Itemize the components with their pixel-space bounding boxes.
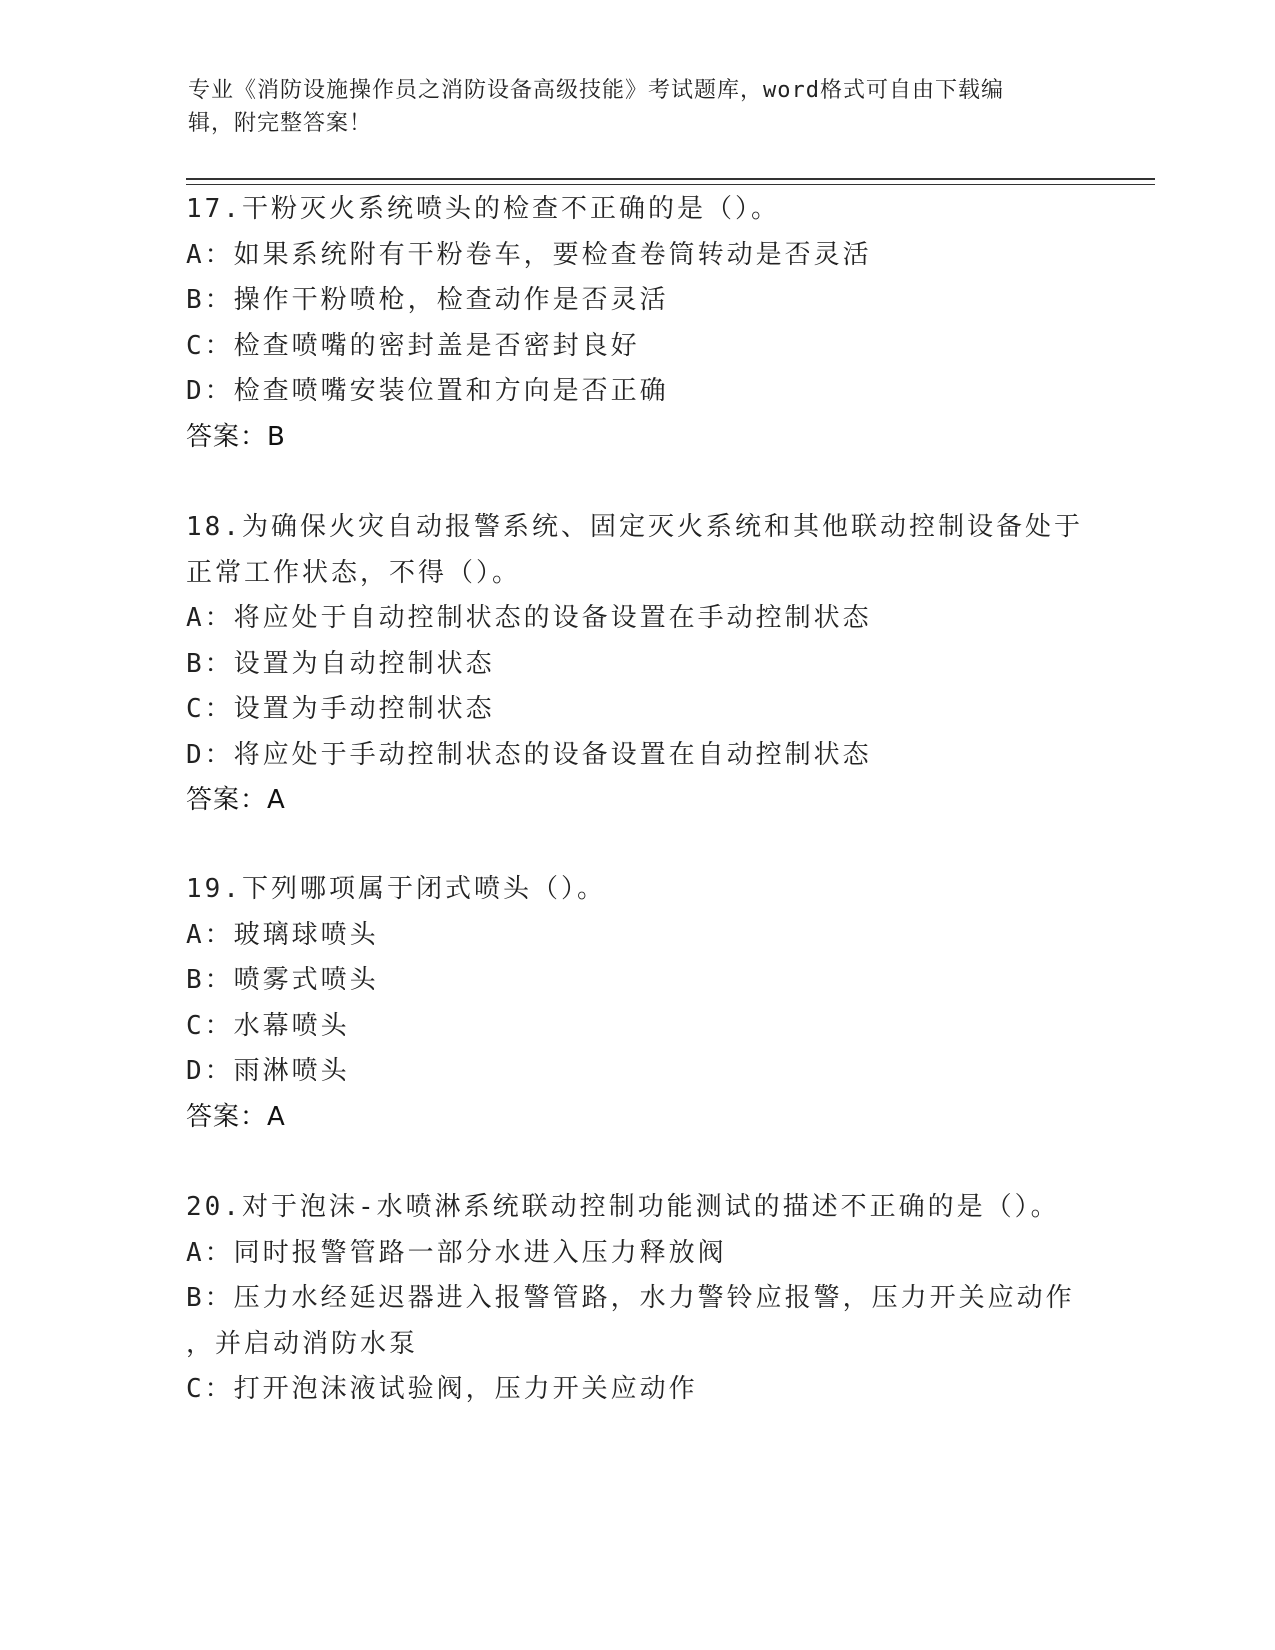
question-stem: 20.对于泡沫-水喷淋系统联动控制功能测试的描述不正确的是（）。 [186, 1192, 1060, 1222]
header-line-1: 专业《消防设施操作员之消防设备高级技能》考试题库，word格式可自由下载编 [188, 78, 1004, 103]
question-stem-continued: 正常工作状态，不得（）。 [186, 557, 522, 588]
header-line-2: 辑，附完整答案！ [188, 111, 373, 136]
option-c: C：检查喷嘴的密封盖是否密封良好 [186, 330, 640, 361]
option-a: A：玻璃球喷头 [186, 919, 379, 950]
option-a: A：如果系统附有干粉卷车，要检查卷筒转动是否灵活 [186, 239, 872, 270]
question-19 [186, 867, 1086, 1140]
question-stem: 19.下列哪项属于闭式喷头（）。 [186, 874, 606, 904]
header-divider-thick [186, 178, 1155, 180]
answer: 答案：A [186, 785, 286, 815]
answer: 答案：A [186, 1101, 286, 1132]
option-b-continued: ，并启动消防水泵 [186, 1328, 419, 1359]
option-b: B：设置为自动控制状态 [186, 648, 495, 679]
header-divider-thin [186, 184, 1155, 185]
document-header [188, 74, 1068, 140]
option-b: B：喷雾式喷头 [186, 965, 379, 995]
option-c: C：设置为手动控制状态 [186, 694, 495, 724]
question-18 [186, 505, 1086, 824]
option-d: D：雨淋喷头 [186, 1056, 350, 1086]
option-b: B：操作干粉喷枪，检查动作是否灵活 [186, 285, 669, 315]
answer: 答案：B [186, 421, 286, 452]
option-c: C：打开泡沫液试验阀，压力开关应动作 [186, 1374, 698, 1404]
question-stem: 18.为确保火灾自动报警系统、固定灭火系统和其他联动控制设备处于 [186, 512, 1083, 542]
option-b: B：压力水经延迟器进入报警管路，水力警铃应报警，压力开关应动作 [186, 1283, 1075, 1313]
question-stem: 17.干粉灭火系统喷头的检查不正确的是（）。 [186, 194, 780, 224]
option-a: A：将应处于自动控制状态的设备设置在手动控制状态 [186, 603, 872, 633]
option-a: A：同时报警管路一部分水进入压力释放阀 [186, 1237, 727, 1268]
question-20 [186, 1185, 1086, 1413]
question-17 [186, 187, 1086, 460]
option-d: D：将应处于手动控制状态的设备设置在自动控制状态 [186, 739, 872, 770]
option-d: D：检查喷嘴安装位置和方向是否正确 [186, 376, 669, 406]
option-c: C：水幕喷头 [186, 1010, 350, 1041]
